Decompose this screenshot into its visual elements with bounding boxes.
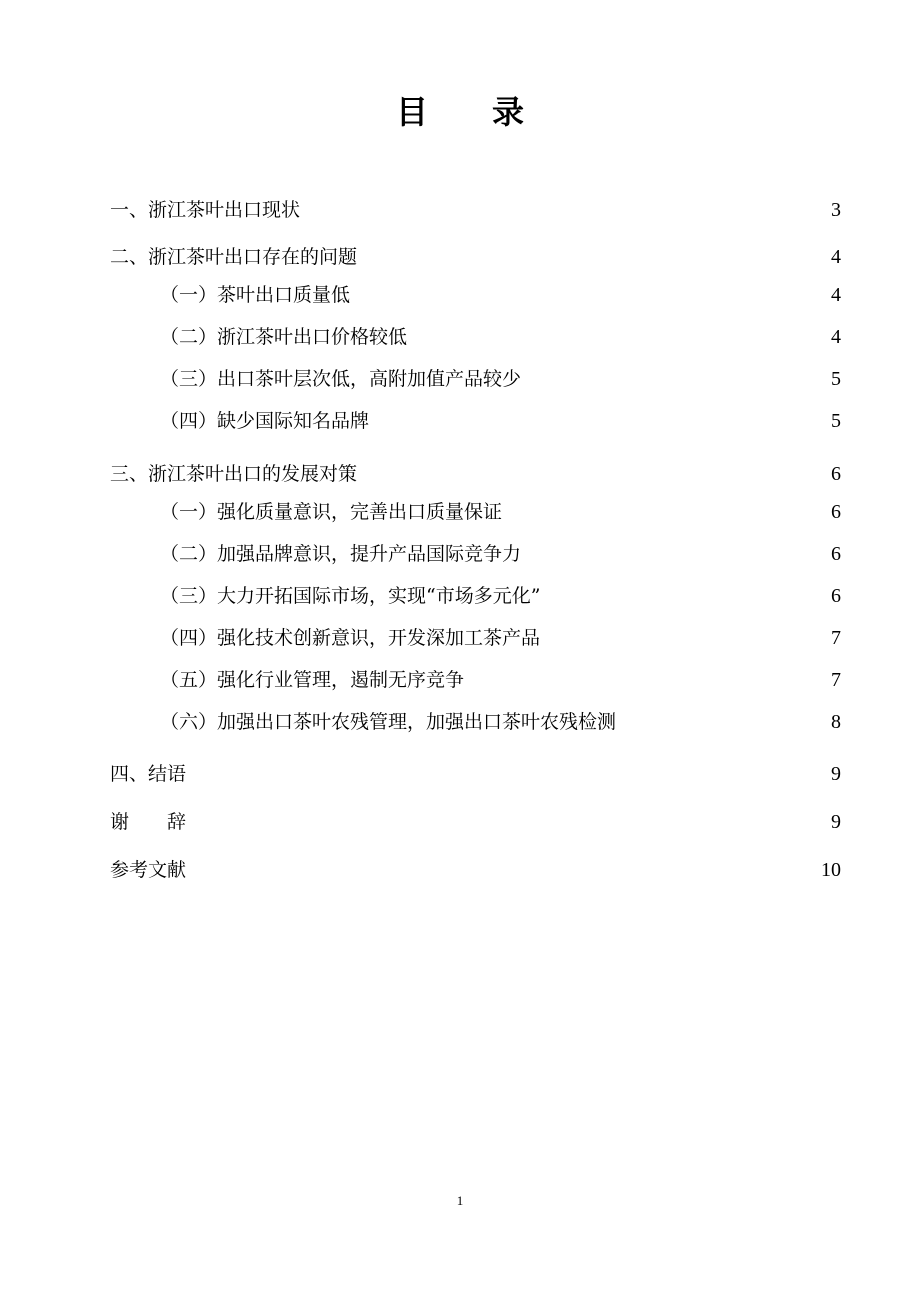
- toc-entry-page: 6: [831, 463, 841, 485]
- toc-entry[interactable]: [110, 759, 841, 789]
- toc-entry-page: 4: [831, 246, 841, 268]
- toc-entry-label: 二、浙江茶叶出口存在的问题: [110, 246, 358, 268]
- toc-entry-page: 10: [821, 859, 841, 881]
- toc-dot-leader: [194, 807, 825, 837]
- toc-entry-page: 9: [831, 811, 841, 833]
- toc-entry-label: （二）加强品牌意识，提升产品国际竞争力: [160, 543, 522, 565]
- toc-entry-label: （一）强化质量意识，完善出口质量保证: [160, 501, 503, 523]
- toc-dot-leader: [358, 280, 825, 310]
- toc-entry-label: （三）出口茶叶层次低，高附加值产品较少: [160, 368, 522, 390]
- toc-entry-page: 8: [831, 711, 841, 733]
- toc-dot-leader: [194, 855, 815, 885]
- toc-subentry[interactable]: [160, 581, 841, 611]
- toc-entry[interactable]: [110, 459, 841, 489]
- toc-entry-page: 9: [831, 763, 841, 785]
- toc-entry-page: 7: [831, 627, 841, 649]
- toc-entry-page: 6: [831, 501, 841, 523]
- toc-entry-label: 参考文献: [110, 859, 187, 881]
- toc-dot-leader: [308, 195, 825, 225]
- toc-subentry[interactable]: [160, 539, 841, 569]
- toc-dot-leader: [472, 665, 825, 695]
- toc-dot-leader: [365, 459, 825, 489]
- toc-entry-page: 6: [831, 543, 841, 565]
- table-of-contents: [110, 0, 841, 1302]
- toc-entry-label: （一）茶叶出口质量低: [160, 284, 351, 306]
- toc-entry-label: 一、浙江茶叶出口现状: [110, 199, 301, 221]
- toc-subentry[interactable]: [160, 665, 841, 695]
- toc-entry[interactable]: [110, 807, 841, 837]
- toc-entry[interactable]: [110, 855, 841, 885]
- toc-entry-label: （三）大力开拓国际市场，实现“市场多元化”: [160, 585, 541, 607]
- toc-dot-leader: [415, 322, 825, 352]
- toc-entry-label: （四）缺少国际知名品牌: [160, 410, 370, 432]
- toc-entry-label: （六）加强出口茶叶农残管理，加强出口茶叶农残检测: [160, 711, 617, 733]
- toc-entry-page: 6: [831, 585, 841, 607]
- toc-dot-leader: [624, 707, 825, 737]
- page-number: 1: [456, 1193, 464, 1208]
- toc-entry-page: 3: [831, 199, 841, 221]
- toc-entry[interactable]: [110, 195, 841, 225]
- page-title: 目 录: [395, 93, 524, 131]
- toc-subentry[interactable]: [160, 707, 841, 737]
- toc-entry-page: 7: [831, 669, 841, 691]
- toc-dot-leader: [529, 364, 825, 394]
- toc-entry-label: 四、结语: [110, 763, 187, 785]
- toc-subentry[interactable]: [160, 364, 841, 394]
- toc-dot-leader: [548, 623, 825, 653]
- toc-entry-page: 5: [831, 410, 841, 432]
- toc-dot-leader: [194, 759, 825, 789]
- toc-dot-leader: [529, 539, 825, 569]
- toc-entry-label: （二）浙江茶叶出口价格较低: [160, 326, 408, 348]
- toc-subentry[interactable]: [160, 280, 841, 310]
- toc-entry-label: 谢 辞: [110, 811, 187, 833]
- toc-dot-leader: [548, 581, 825, 611]
- toc-entry-page: 4: [831, 326, 841, 348]
- toc-entry-page: 5: [831, 368, 841, 390]
- toc-subentry[interactable]: [160, 322, 841, 352]
- toc-entry-label: （四）强化技术创新意识，开发深加工茶产品: [160, 627, 541, 649]
- toc-subentry[interactable]: [160, 497, 841, 527]
- toc-dot-leader: [365, 242, 825, 272]
- toc-entry-label: 三、浙江茶叶出口的发展对策: [110, 463, 358, 485]
- toc-subentry[interactable]: [160, 406, 841, 436]
- toc-subentry[interactable]: [160, 623, 841, 653]
- toc-entry-page: 4: [831, 284, 841, 306]
- toc-entry[interactable]: [110, 242, 841, 272]
- toc-entry-label: （五）强化行业管理，遏制无序竞争: [160, 669, 465, 691]
- toc-dot-leader: [510, 497, 825, 527]
- toc-dot-leader: [377, 406, 825, 436]
